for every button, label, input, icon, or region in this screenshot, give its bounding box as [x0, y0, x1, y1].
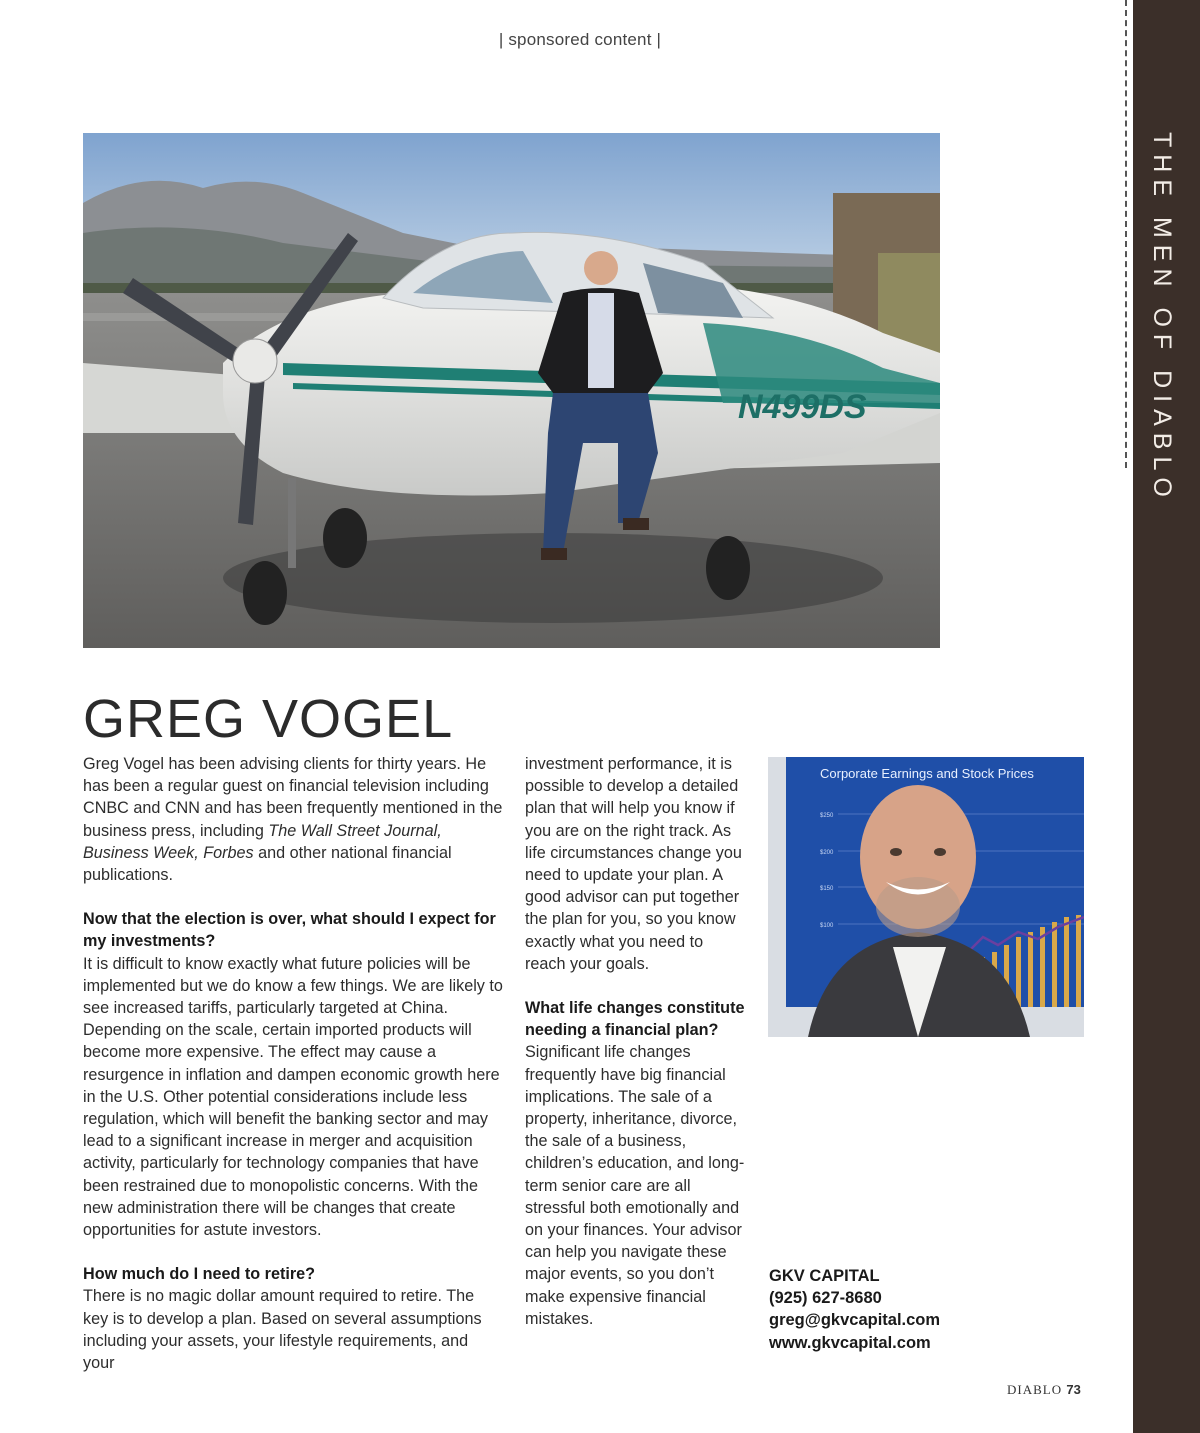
website-link[interactable]: www.gkvcapital.com	[769, 1333, 931, 1352]
page-folio	[1007, 1382, 1081, 1398]
company-name: GKV CAPITAL	[769, 1267, 880, 1285]
contact-block	[769, 1265, 940, 1354]
screen-tick: $250	[820, 813, 834, 819]
page-number: 73	[1066, 1382, 1081, 1397]
section-divider	[1125, 0, 1127, 468]
answer-text: It is difficult to know exactly what future policies will be implemented but we do know a few things. We are likely to see increased tariffs, particularly targeted at China. Depending on the scale, certain imported products will become more expensive. The effect may cause a resurgence in inflation and dampen economic growth here in the U.S. Other potential considerations include less regulation, which will benefit the banking sector and may lead to a significant increase in merger and acquisition activity, particularly for technology companies that have been restrained due to monopolistic concerns. With the new administration there will be changes that create opportunities for astute investors.	[83, 954, 503, 1240]
question-heading: Now that the election is over, what should I expect for my investments?	[83, 910, 496, 951]
screen-tick: $200	[820, 850, 834, 856]
question-heading: What life changes constitute needing a financial plan?	[525, 999, 745, 1040]
screen-chart-title: Corporate Earnings and Stock Prices	[820, 766, 1034, 781]
screen-tick: $100	[820, 923, 834, 929]
answer-continued: investment performance, it is possible to develop a detailed plan that will help you know if you are on the right track. As life circumstances change you need to update your plan. A good advisor can put together the plan for you, so you know exactly what you need to reach your goals.	[525, 755, 742, 973]
intro-paragraph: Greg Vogel has been advising clients for thirty years. He has been a regular guest on financial television including CNBC and CNN and has been frequently mentioned in the business press, including The Wall Street Journal, Business Week, Forbes and other national financial publications.	[83, 755, 503, 885]
phone-number[interactable]: (925) 627-8680	[769, 1289, 882, 1308]
hero-photo	[83, 133, 940, 648]
question-heading: How much do I need to retire?	[83, 1265, 316, 1284]
article-title: GREG VOGEL	[83, 689, 454, 749]
section-title: THE MEN OF DIABLO	[1148, 132, 1176, 504]
article-column-2	[525, 753, 745, 1352]
qa-block-election	[83, 908, 503, 1241]
publication-name: DIABLO	[1007, 1382, 1063, 1397]
portrait-photo	[768, 757, 1084, 1037]
article-column-1	[83, 753, 503, 1396]
sponsored-content-label: | sponsored content |	[498, 30, 662, 49]
answer-text: There is no magic dollar amount required to retire. The key is to develop a plan. Based on several assumptions including your assets, your lifestyle requirements, and your	[83, 1287, 482, 1373]
qa-block-life-changes	[525, 997, 745, 1330]
qa-block-retire	[83, 1263, 503, 1374]
tail-number: N499DS	[738, 388, 867, 426]
answer-text: Significant life changes frequently have big financial implications. The sale of a property, inheritance, divorce, the sale of a business, children’s education, and long-term senior care are all stressful both emotionally and on your finances. Your advisor can help you navigate these major events, so you don’t make expensive financial mistakes.	[525, 1043, 745, 1328]
screen-tick: $150	[820, 886, 834, 892]
email-link[interactable]: greg@gkvcapital.com	[769, 1311, 941, 1330]
